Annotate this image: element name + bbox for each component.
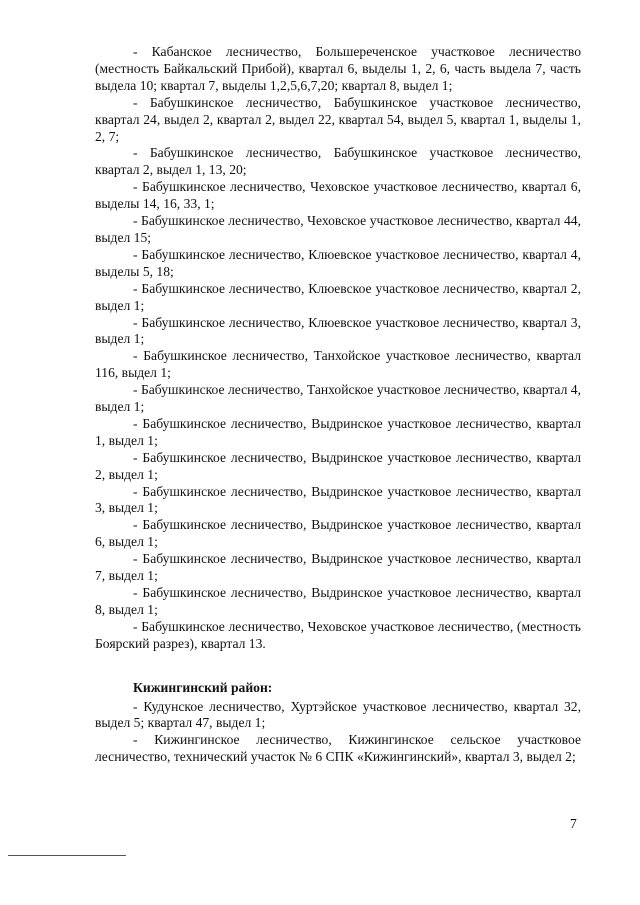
list-item: - Бабушкинское лесничество, Выдринское участковое лесничество, квартал 6, выдел 1; xyxy=(95,517,581,550)
list-item: - Бабушкинское лесничество, Выдринское участковое лесничество, квартал 8, выдел 1; xyxy=(95,585,581,617)
list-item: - Бабушкинское лесничество, Бабушкинское участковое лесничество, квартал 2, выдел 1, 13, 20; xyxy=(95,145,581,178)
list-item: - Бабушкинское лесничество, Клюевское участковое лесничество, квартал 2, выдел 1; xyxy=(95,280,581,313)
list-item: - Бабушкинское лесничество, Танхойское участковое лесничество, квартал 4, выдел 1; xyxy=(95,382,581,415)
list-item: - Бабушкинское лесничество, Выдринское участковое лесничество, квартал 1, выдел 1; xyxy=(95,415,581,448)
list-item: - Бабушкинское лесничество, Клюевское участковое лесничество, квартал 4, выделы 5, 18; xyxy=(95,246,581,279)
list-item: - Бабушкинское лесничество, Чеховское участковое лесничество, квартал 44, выдел 15; xyxy=(95,213,581,245)
forestry-list-top xyxy=(95,44,581,653)
list-item: - Кабанское лесничество, Большереченское участковое лесничество (местность Байкальский Прибой), квартал 6, выделы 1, 2, 6, часть выдела 7, часть выдела 10; квартал 7, выделы 1,2,5,6,7,20; квартал 8, выдел 1; xyxy=(95,44,581,93)
list-item: - Кудунское лесничество, Хуртэйское участковое лесничество, квартал 32, выдел 5; квартал 47, выдел 1; xyxy=(95,698,581,731)
list-item: - Бабушкинское лесничество, Бабушкинское участковое лесничество, квартал 24, выдел 2, квартал 2, выдел 22, квартал 54, выдел 5, квартал 1, выделы 1, 2, 7; xyxy=(95,94,581,144)
forestry-list-bottom xyxy=(95,699,581,767)
list-item: - Бабушкинское лесничество, Клюевское участковое лесничество, квартал 3, выдел 1; xyxy=(95,314,581,347)
document-body xyxy=(95,44,581,766)
list-item: - Бабушкинское лесничество, Чеховское участковое лесничество, квартал 6, выделы 14, 16, 33, 1; xyxy=(95,179,581,212)
footnote-divider xyxy=(8,855,126,856)
list-item: - Кижингинское лесничество, Кижингинское сельское участковое лесничество, технический участок № 6 СПК «Кижингинский», квартал 3, выдел 2; xyxy=(95,732,581,765)
list-item: - Бабушкинское лесничество, Выдринское участковое лесничество, квартал 2, выдел 1; xyxy=(95,449,581,482)
list-item: - Бабушкинское лесничество, Выдринское участковое лесничество, квартал 7, выдел 1; xyxy=(95,551,581,584)
section-heading: Кижингинский район: xyxy=(133,679,273,695)
page-number: 7 xyxy=(570,816,577,831)
list-item: - Бабушкинское лесничество, Чеховское участковое лесничество, (местность Боярский разрез), квартал 13. xyxy=(95,618,581,651)
list-item: - Бабушкинское лесничество, Выдринское участковое лесничество, квартал 3, выдел 1; xyxy=(95,483,581,516)
list-item: - Бабушкинское лесничество, Танхойское участковое лесничество, квартал 116, выдел 1; xyxy=(95,348,581,381)
